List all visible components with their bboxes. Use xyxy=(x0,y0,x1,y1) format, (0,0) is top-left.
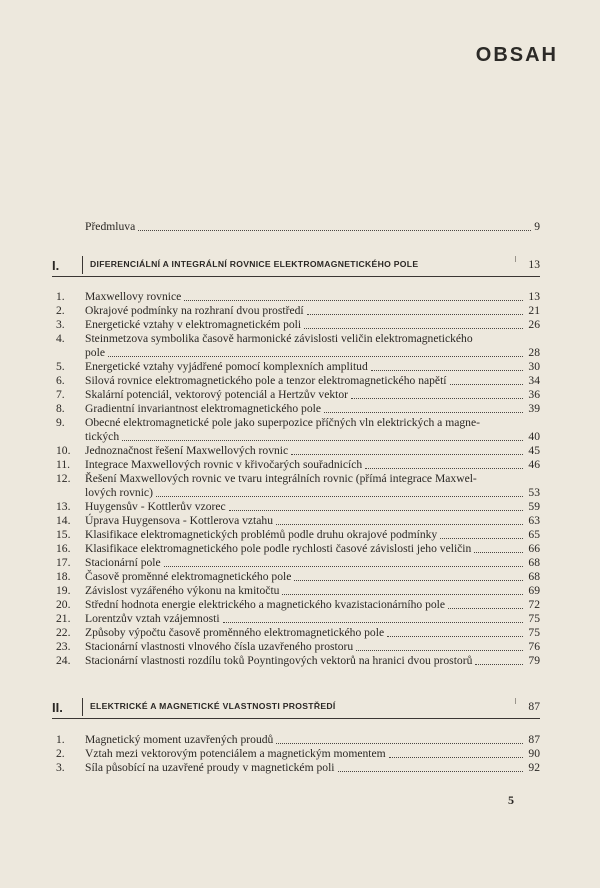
entry-number: 12. xyxy=(56,472,71,485)
entry-text: Energetické vztahy v elektromagnetickém poli xyxy=(85,318,302,331)
dot-leader xyxy=(307,314,523,315)
toc-entry[interactable] xyxy=(56,388,540,402)
entry-text: Stacionární pole xyxy=(85,556,161,569)
entry-text: Energetické vztahy vyjádřené pomocí komplexních amplitud xyxy=(85,360,368,373)
entry-number: 22. xyxy=(56,626,71,639)
toc-entry[interactable] xyxy=(56,444,540,458)
toc-entry[interactable] xyxy=(56,304,540,318)
dot-leader xyxy=(122,440,523,441)
margin-tick xyxy=(515,256,516,262)
entry-text: Huygensův - Kottlerův vzorec xyxy=(85,500,226,513)
toc-entry[interactable] xyxy=(56,747,540,761)
entry-page: 87 xyxy=(528,733,540,746)
entry-number: 4. xyxy=(56,332,65,345)
entry-page: 68 xyxy=(528,570,540,583)
dot-leader xyxy=(156,496,523,497)
entry-page: 79 xyxy=(528,654,540,667)
dot-leader xyxy=(387,636,523,637)
entry-page: 76 xyxy=(528,640,540,653)
toc-entry[interactable] xyxy=(56,374,540,388)
dot-leader xyxy=(389,757,523,758)
chapter-title: DIFERENCIÁLNÍ A INTEGRÁLNÍ ROVNICE ELEKTROMAGNETICKÉHO POLE xyxy=(90,259,419,269)
chapter-divider xyxy=(82,256,83,274)
entry-number: 16. xyxy=(56,542,71,555)
toc-entry[interactable] xyxy=(56,472,540,500)
toc-entry[interactable] xyxy=(56,360,540,374)
entry-number: 6. xyxy=(56,374,65,387)
entry-text: Stacionární vlastnosti vlnového čísla uzavřeného prostoru xyxy=(85,640,354,653)
entry-number: 3. xyxy=(56,318,65,331)
dot-leader xyxy=(291,454,523,455)
toc-entry[interactable] xyxy=(56,458,540,472)
entry-text: lových rovnic) xyxy=(85,486,153,499)
toc-entry[interactable] xyxy=(56,640,540,654)
dot-leader xyxy=(138,230,531,231)
dot-leader xyxy=(324,412,523,413)
entry-page: 68 xyxy=(528,556,540,569)
dot-leader xyxy=(184,300,523,301)
entry-text: Střední hodnota energie elektrického a magnetického kvazistacionárního pole xyxy=(85,598,446,611)
entry-page: 66 xyxy=(528,542,540,555)
chapter-rule xyxy=(52,276,540,277)
preface-label: Předmluva xyxy=(85,220,136,233)
entry-number: 5. xyxy=(56,360,65,373)
entry-number: 2. xyxy=(56,747,65,760)
entry-text: Silová rovnice elektromagnetického pole a tenzor elektromagnetického napětí xyxy=(85,374,447,387)
chapter-rule xyxy=(52,718,540,719)
entry-text: Stacionární vlastnosti rozdílu toků Poyntingových vektorů na hranici dvou prostorů xyxy=(85,654,473,667)
toc-entry[interactable] xyxy=(56,654,540,668)
entry-text: Klasifikace elektromagnetického pole podle rychlosti časové závislosti jeho veličin xyxy=(85,542,472,555)
toc-entry[interactable] xyxy=(56,318,540,332)
dot-leader xyxy=(351,398,523,399)
entry-text: Síla působící na uzavřené proudy v magnetickém poli xyxy=(85,761,335,774)
entry-number: 20. xyxy=(56,598,71,611)
entry-text: Jednoznačnost řešení Maxwellových rovnic xyxy=(85,444,289,457)
entry-text: Závislost vyzářeného výkonu na kmitočtu xyxy=(85,584,280,597)
dot-leader xyxy=(365,468,523,469)
toc-entry[interactable] xyxy=(56,514,540,528)
entry-page: 39 xyxy=(528,402,540,415)
chapter-page: 87 xyxy=(528,700,540,713)
toc-entry[interactable] xyxy=(56,584,540,598)
chapter-roman: II. xyxy=(52,700,63,715)
entry-page: 65 xyxy=(528,528,540,541)
entry-number: 8. xyxy=(56,402,65,415)
toc-entry[interactable] xyxy=(56,626,540,640)
entry-page: 92 xyxy=(528,761,540,774)
entry-number: 3. xyxy=(56,761,65,774)
entry-page: 36 xyxy=(528,388,540,401)
dot-leader xyxy=(475,664,523,665)
entry-text: pole xyxy=(85,346,105,359)
entry-number: 2. xyxy=(56,304,65,317)
toc-entry[interactable] xyxy=(56,598,540,612)
dot-leader xyxy=(276,524,523,525)
toc-entry[interactable] xyxy=(56,570,540,584)
toc-entry[interactable] xyxy=(56,402,540,416)
entry-number: 23. xyxy=(56,640,71,653)
toc-entry[interactable] xyxy=(56,500,540,514)
toc-entry[interactable] xyxy=(56,528,540,542)
chapter-title: ELEKTRICKÉ A MAGNETICKÉ VLASTNOSTI PROSTŘEDÍ xyxy=(90,701,336,711)
entry-text: Lorentzův vztah vzájemnosti xyxy=(85,612,220,625)
chapter-heading[interactable] xyxy=(52,700,540,720)
chapter-divider xyxy=(82,698,83,716)
dot-leader xyxy=(223,622,523,623)
page-number: 5 xyxy=(508,793,514,807)
chapter-roman: I. xyxy=(52,258,60,273)
entry-page: 59 xyxy=(528,500,540,513)
toc-entry[interactable] xyxy=(56,416,540,444)
entry-page: 34 xyxy=(528,374,540,387)
entry-page: 26 xyxy=(528,318,540,331)
entry-text-line1: Řešení Maxwellových rovnic ve tvaru integrálních rovnic (přímá integrace Maxwel- xyxy=(85,472,477,485)
dot-leader xyxy=(474,552,523,553)
entry-number: 7. xyxy=(56,388,65,401)
toc-entry[interactable] xyxy=(56,761,540,775)
toc-preface[interactable] xyxy=(85,220,540,234)
entry-text: Maxwellovy rovnice xyxy=(85,290,182,303)
margin-tick xyxy=(515,698,516,704)
entry-text-line1: Obecné elektromagnetické pole jako superpozice příčných vln elektrických a magne- xyxy=(85,416,480,429)
entry-page: 75 xyxy=(528,612,540,625)
entry-text: Skalární potenciál, vektorový potenciál a Hertzův vektor xyxy=(85,388,349,401)
entry-text-line1: Steinmetzova symbolika časově harmonické závislosti veličin elektromagnetického xyxy=(85,332,473,345)
entry-page: 90 xyxy=(528,747,540,760)
entry-page: 28 xyxy=(528,346,540,359)
entry-text: Gradientní invariantnost elektromagnetického pole xyxy=(85,402,321,415)
dot-leader xyxy=(229,510,523,511)
entry-number: 17. xyxy=(56,556,71,569)
dot-leader xyxy=(282,594,523,595)
entry-page: 21 xyxy=(528,304,540,317)
entry-number: 24. xyxy=(56,654,71,667)
dot-leader xyxy=(338,771,523,772)
toc-entry[interactable] xyxy=(56,733,540,747)
entry-page: 40 xyxy=(528,430,540,443)
entry-text: Okrajové podmínky na rozhraní dvou prostředí xyxy=(85,304,304,317)
dot-leader xyxy=(108,356,523,357)
entry-number: 1. xyxy=(56,733,65,746)
toc-entry[interactable] xyxy=(56,542,540,556)
entry-page: 30 xyxy=(528,360,540,373)
entry-number: 18. xyxy=(56,570,71,583)
dot-leader xyxy=(294,580,523,581)
entry-number: 11. xyxy=(56,458,71,471)
entry-page: 72 xyxy=(528,598,540,611)
entry-number: 19. xyxy=(56,584,71,597)
entry-text: Klasifikace elektromagnetických problémů podle druhu okrajové podmínky xyxy=(85,528,438,541)
entry-text: Úprava Huygensova - Kottlerova vztahu xyxy=(85,514,274,527)
entry-page: 46 xyxy=(528,458,540,471)
dot-leader xyxy=(304,328,523,329)
entry-text: tických xyxy=(85,430,120,443)
toc-entry[interactable] xyxy=(56,332,540,360)
entry-page: 13 xyxy=(528,290,540,303)
dot-leader xyxy=(440,538,523,539)
dot-leader xyxy=(276,743,523,744)
page-title: OBSAH xyxy=(475,44,558,66)
dot-leader xyxy=(371,370,523,371)
entry-text: Časově proměnné elektromagnetického pole xyxy=(85,570,292,583)
entry-page: 53 xyxy=(528,486,540,499)
dot-leader xyxy=(450,384,523,385)
entry-page: 63 xyxy=(528,514,540,527)
entry-text: Magnetický moment uzavřených proudů xyxy=(85,733,274,746)
entry-text: Způsoby výpočtu časově proměnného elektromagnetického pole xyxy=(85,626,385,639)
entry-text: Vztah mezi vektorovým potenciálem a magnetickým momentem xyxy=(85,747,386,760)
entry-page: 75 xyxy=(528,626,540,639)
entry-number: 10. xyxy=(56,444,71,457)
toc-entry[interactable] xyxy=(56,290,540,304)
entry-number: 21. xyxy=(56,612,71,625)
entry-page: 69 xyxy=(528,584,540,597)
entry-number: 1. xyxy=(56,290,65,303)
entry-number: 13. xyxy=(56,500,71,513)
entry-number: 9. xyxy=(56,416,65,429)
entry-number: 15. xyxy=(56,528,71,541)
chapter-page: 13 xyxy=(528,258,540,271)
toc-entry[interactable] xyxy=(56,556,540,570)
dot-leader xyxy=(356,650,523,651)
dot-leader xyxy=(448,608,523,609)
entry-text: Integrace Maxwellových rovnic v křivočarých souřadnicích xyxy=(85,458,363,471)
toc-entry[interactable] xyxy=(56,612,540,626)
dot-leader xyxy=(164,566,523,567)
entry-page: 45 xyxy=(528,444,540,457)
chapter-heading[interactable] xyxy=(52,258,540,278)
preface-page: 9 xyxy=(534,220,540,233)
entry-number: 14. xyxy=(56,514,71,527)
